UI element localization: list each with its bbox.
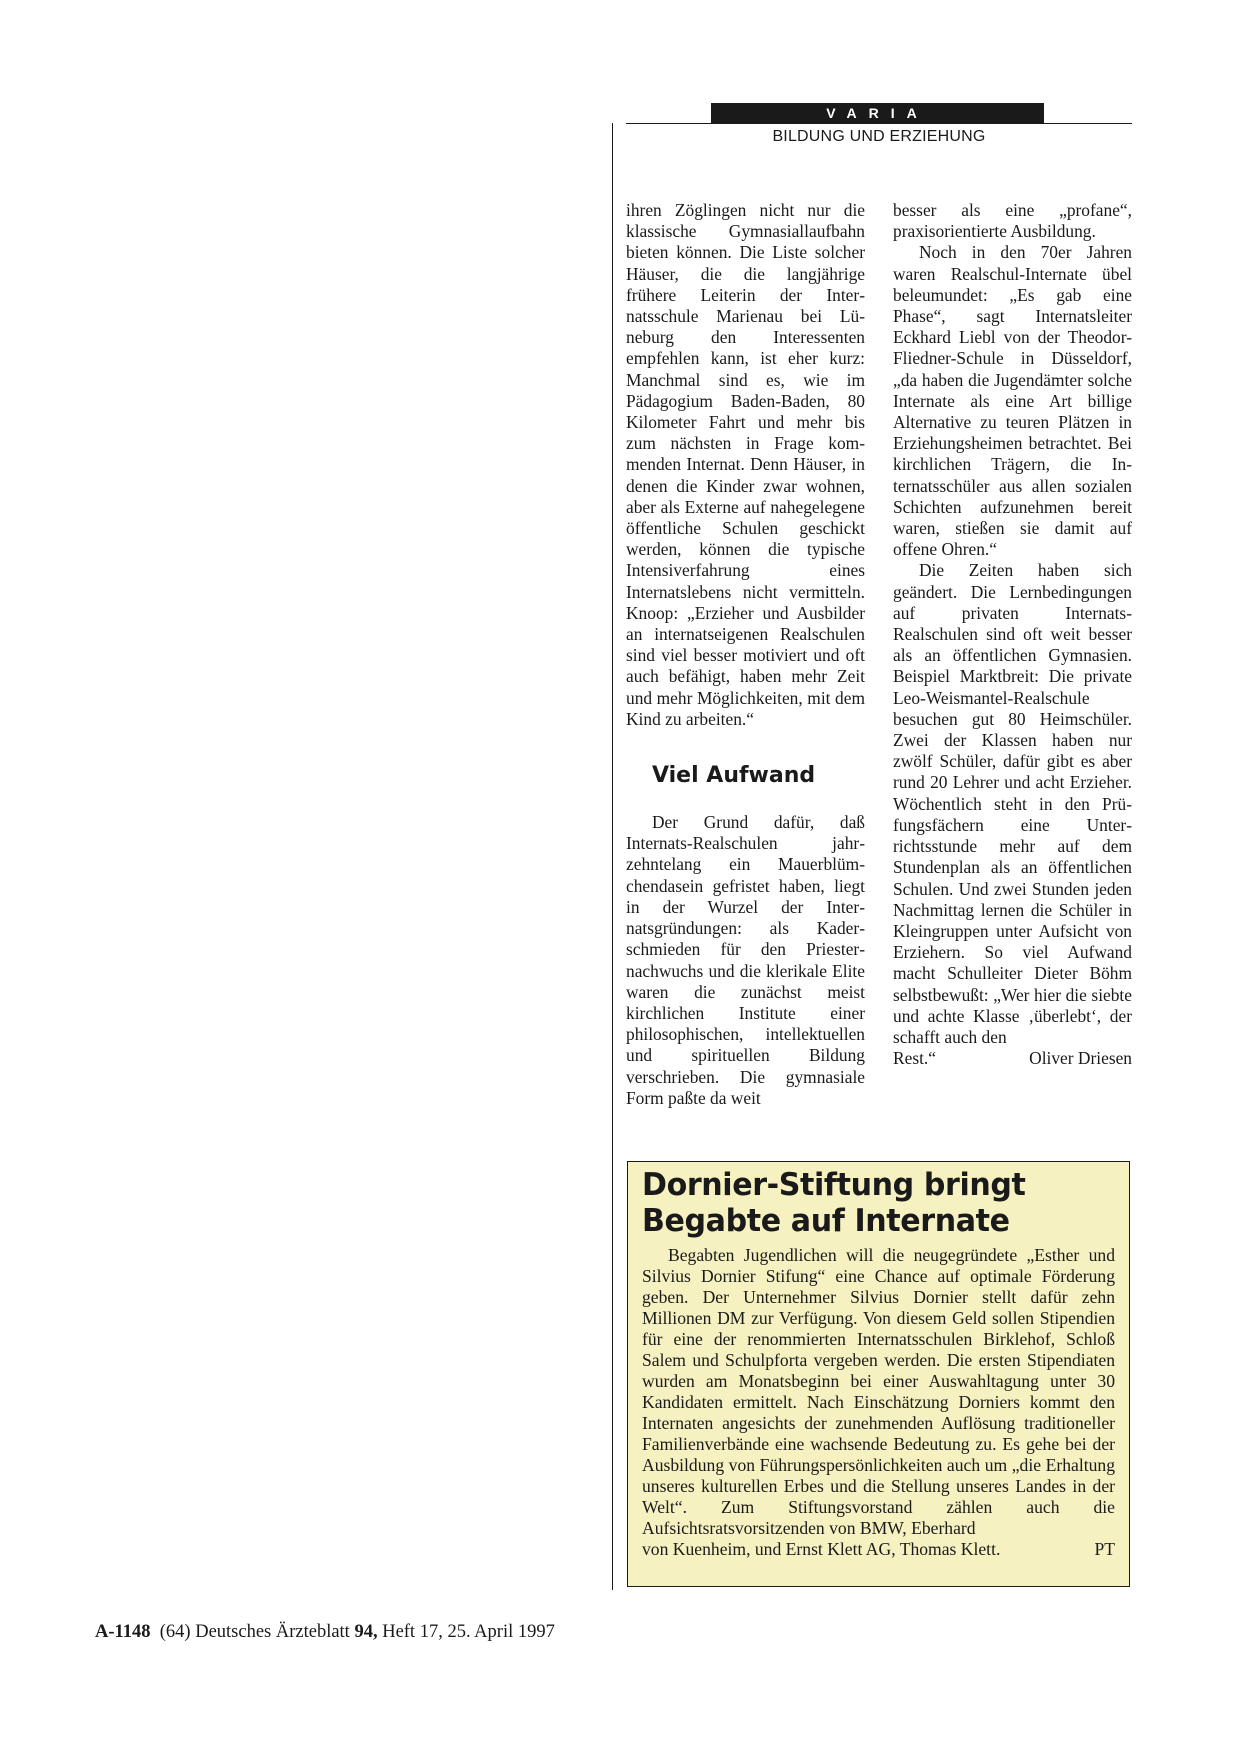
article-column-2 <box>893 200 1132 1069</box>
box-body <box>642 1245 1115 1560</box>
paragraph: Der Grund dafür, daß Internats-Realschulen jahrzehntelang ein Mauerblümchendasein gefristet haben, liegt in der Wurzel der Internatsgründungen: als Kaderschmieden für den Priesternachwuchs und die klerikale Elite waren die zunächst meist kirchlichen Institute einer philosophischen, intellektuellen und spirituellen Bildung verschrieben. Die gymnasiale Form paßte da weit <box>626 812 865 1108</box>
page-code: A-1148 <box>95 1622 151 1642</box>
section-label: VARIA <box>711 103 1044 123</box>
paragraph: Noch in den 70er Jahren waren Realschul-Internate übel beleumundet: „Es gab eine Phase“, sagt Internatsleiter Eckhard Liebl von der Theodor-Fliedner-Schule in Düsseldorf, „da haben die Jugendämter solche Internate als eine Art billige Alternative zu teuren Plätzen in Erziehungsheimen betrachtet. Bei kirchlichen Trägern, die Internatsschüler aus allen sozialen Schichten aufzunehmen bereit waren, stießen sie damit auf offene Ohren.“ <box>893 242 1132 560</box>
paragraph: Die Zeiten haben sich geändert. Die Lernbedingungen auf privaten Internats-Realschulen sind oft weit besser als an öffentlichen Gymnasien. Beispiel Marktbreit: Die private Leo-Weismantel-Realschule besuchen gut 80 Heimschüler. Zwei der Klassen haben nur zwölf Schüler, dafür gibt es aber rund 20 Lehrer und acht Erzieher. Wöchentlich steht in den Prüfungsfächern eine Unterrichtsstunde mehr auf dem Stundenplan als an öffentlichen Schulen. Und zwei Stunden jeden Nachmittag lernen die Schüler in Kleingruppen unter Aufsicht von Erziehern. So viel Aufwand macht Schulleiter Dieter Böhm selbstbewußt: „Wer hier die siebte und achte Klasse ‚überlebt‘, der schafft auch den <box>893 560 1132 1047</box>
box-title-line: Dornier-Stiftung bringt <box>642 1167 1026 1203</box>
subheading: Viel Aufwand <box>652 763 816 789</box>
box-title <box>642 1167 1101 1239</box>
box-closing-text: von Kuenheim, und Ernst Klett AG, Thomas Klett. <box>642 1539 1001 1559</box>
author-name: Oliver Driesen <box>1029 1048 1132 1069</box>
issue-date: Heft 17, 25. April 1997 <box>382 1622 555 1642</box>
box-last-line <box>642 1539 1115 1560</box>
subsection-label: BILDUNG UND ERZIEHUNG <box>772 128 986 145</box>
journal-name: Deutsches Ärzteblatt <box>195 1622 350 1642</box>
signature-line <box>893 1048 1132 1069</box>
page-footer <box>95 1622 555 1643</box>
closing-text: Rest.“ <box>893 1048 936 1069</box>
info-box <box>627 1161 1130 1587</box>
box-text: Begabten Jugendlichen will die neugegründete „Esther und Silvius Dornier Stifung“ eine Chance auf optimale Förderung geben. Der Unternehmer Silvius Dornier stellt dafür zehn Millionen DM zur Verfügung. Von diesem Geld sollen Stipendien für eine der renommierten Internatsschulen Birklehof, Schloß Salem und Schulpforta vergeben werden. Die ersten Stipendiaten wurden am Monatsbeginn bei einer Auswahltagung unter 30 Kandidaten ermittelt. Nach Einschätzung Dorniers kommt den Internaten angesichts der zunehmenden Auflösung traditioneller Familienverbände eine wachsende Bedeutung zu. Es gehe bei der Ausbildung von Führungspersönlichkeiten auch um „die Erhaltung unseres kulturellen Erbes und die Stellung unseres Landes in der Welt“. Zum Stiftungsvorstand zählen auch die Aufsichtsratsvorsitzenden von BMW, Eberhard <box>642 1245 1115 1538</box>
paragraph: ihren Zöglingen nicht nur die klassische Gymnasiallaufbahn bieten können. Die Liste solcher Häuser, die die langjährige frühere Leiterin der Internatsschule Marienau bei Lüneburg den Interessenten empfehlen kann, ist eher kurz: Manchmal sind es, wie im Pädagogium Baden-Baden, 80 Kilometer Fahrt und mehr bis zum nächsten in Frage kommenden Internat. Denn Häuser, in denen die Kinder zwar wohnen, aber als Externe auf nahegelegene öffentliche Schulen geschickt werden, können die typische Intensiverfahrung eines Internatslebens nicht vermitteln. Knoop: „Erzieher und Ausbilder an internatseigenen Realschulen sind viel besser motiviert und oft auch befähigt, haben mehr Zeit und mehr Möglichkeiten, mit dem Kind zu arbeiten.“ <box>626 200 865 729</box>
paragraph: besser als eine „profane“, praxisorientierte Ausbildung. <box>893 200 1132 242</box>
column-divider <box>612 123 613 1590</box>
box-title-line: Begabte auf Internate <box>642 1203 1010 1239</box>
volume: 94, <box>354 1622 378 1642</box>
header-rule <box>626 123 1132 124</box>
article-column-1 <box>626 200 865 1109</box>
page-number: (64) <box>159 1622 191 1642</box>
box-initials: PT <box>1094 1539 1115 1559</box>
